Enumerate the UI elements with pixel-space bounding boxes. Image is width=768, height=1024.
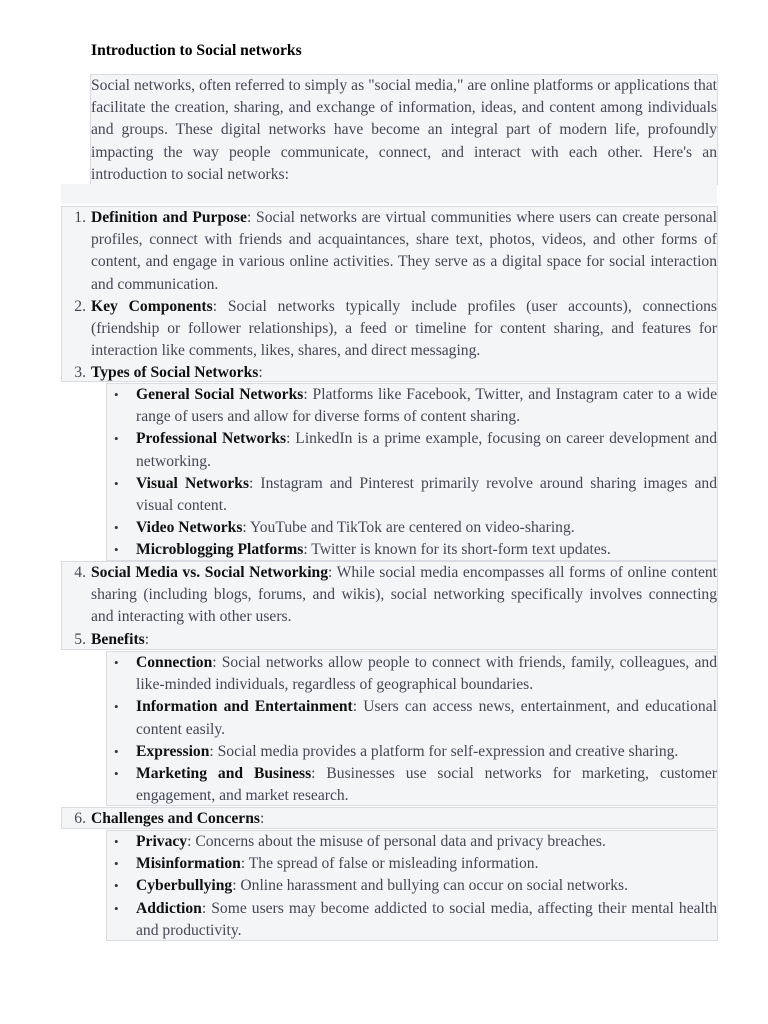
- item-text: : Concerns about the misuse of personal data and privacy breaches.: [187, 833, 606, 850]
- item-term: Cyberbullying: [136, 877, 233, 895]
- list-number: 1.: [74, 209, 86, 226]
- item-text: : YouTube and TikTok are centered on video-sharing.: [242, 519, 575, 537]
- item-term: Addiction: [136, 899, 202, 917]
- item-text: : Social media provides a platform for self-expression and creative sharing.: [209, 742, 679, 760]
- item-text: : Platforms like Facebook, Twitter, and Instagram cater to a wide range of users and allow for diverse forms of content sharing.: [136, 386, 717, 426]
- item-term: Key Components: [91, 297, 213, 315]
- list-item-4: [74, 562, 717, 629]
- list-item: [114, 473, 717, 517]
- item-text: : While social media encompasses all forms of online content sharing (including blogs, forums, and wikis), social networking specifically involves connecting and interacting with other users.: [91, 564, 717, 626]
- item-text: :: [258, 364, 263, 382]
- item-term: Marketing and Business: [136, 765, 312, 783]
- intro-paragraph-box: [90, 74, 718, 185]
- item-text: :: [144, 630, 150, 648]
- bullet-icon: •: [114, 655, 119, 670]
- list-item: [114, 384, 717, 428]
- list-item: [114, 741, 717, 763]
- list-item: [114, 539, 717, 561]
- item-term: Benefits: [91, 630, 145, 648]
- bullet-icon: •: [114, 878, 119, 894]
- bullet-icon: •: [114, 520, 119, 536]
- list-number: 6.: [74, 810, 86, 827]
- item-text: : Some users may become addicted to social media, affecting their mental health and productivity.: [136, 899, 717, 939]
- item-text: : LinkedIn is a prime example, focusing on career development and networking.: [136, 430, 717, 470]
- bullet-icon: •: [114, 387, 119, 402]
- ordered-list-block-1: [61, 206, 718, 382]
- list-item: [114, 763, 717, 807]
- item-term: Information and Entertainment: [136, 698, 353, 716]
- bullet-icon: •: [114, 766, 119, 782]
- item-text: : Social networks are virtual communities where users can create personal profiles, connect with friends and acquaintances, share text, photos, videos, and other forms of content, and engage in various online activities. They serve as a digital space for social interaction and communication.: [91, 209, 718, 293]
- bullet-icon: •: [114, 431, 119, 447]
- item-text: : Businesses use social networks for marketing, customer engagement, and market research.: [136, 765, 717, 805]
- item-term: Video Networks: [136, 519, 243, 537]
- document-title: Introduction to Social networks: [91, 42, 302, 59]
- ordered-list-block-3: [61, 807, 718, 829]
- item-text: : Social networks typically include profiles (user accounts), connections (friendship or follower relationships), a feed or timeline for content sharing, and features for interaction like comments, likes, shares, and direct messaging.: [91, 297, 717, 360]
- item-text: : The spread of false or misleading information.: [240, 855, 539, 873]
- item-term: Visual Networks: [136, 474, 250, 492]
- list-item: [114, 517, 717, 539]
- bullet-icon: •: [114, 834, 119, 849]
- list-number: 4.: [74, 564, 86, 581]
- item-text: : Social networks allow people to connect with friends, family, colleagues, and like-minded individuals, regardless of geographical boundaries.: [136, 654, 717, 694]
- bullet-icon: •: [114, 699, 119, 715]
- list-item: [114, 428, 717, 472]
- types-sublist: [106, 383, 718, 561]
- item-text: : Online harassment and bullying can occur on social networks.: [232, 877, 628, 895]
- item-term: Misinformation: [136, 855, 241, 873]
- challenges-sublist: [106, 830, 718, 941]
- spacer-band: [61, 184, 717, 204]
- bullet-icon: •: [114, 900, 119, 916]
- intro-paragraph: Social networks, often referred to simply as "social media," are online platforms or applications that facilitate the creation, sharing, and exchange of information, ideas, and content among individuals and groups. These digital networks have become an integral part of modern life, profoundly impacting the way people communicate, connect, and interact with each other. Here's an introduction to social networks:: [91, 77, 717, 183]
- benefits-sublist: [106, 651, 718, 806]
- list-item: [114, 831, 717, 853]
- list-item-3: [74, 362, 717, 384]
- item-term: Expression: [136, 742, 210, 760]
- item-text: : Users can access news, entertainment, and educational content easily.: [136, 698, 717, 738]
- item-term: Definition and Purpose: [91, 209, 247, 226]
- list-item-1: [74, 207, 718, 296]
- list-number: 3.: [74, 364, 86, 382]
- ordered-list-block-2: [61, 561, 718, 650]
- item-text: :: [259, 810, 265, 827]
- item-term: Professional Networks: [136, 430, 287, 448]
- list-item-6: [74, 808, 717, 830]
- list-item: [114, 652, 717, 696]
- list-item: [114, 875, 717, 897]
- list-item: [114, 696, 717, 740]
- item-text: : Twitter is known for its short-form text updates.: [303, 541, 611, 559]
- list-number: 2.: [74, 297, 86, 315]
- item-term: General Social Networks: [136, 386, 304, 403]
- item-term: Microblogging Platforms: [136, 541, 304, 559]
- list-number: 5.: [74, 630, 86, 648]
- list-item: [114, 898, 717, 942]
- item-term: Challenges and Concerns: [91, 810, 260, 827]
- item-term: Social Media vs. Social Networking: [91, 564, 329, 581]
- item-text: : Instagram and Pinterest primarily revolve around sharing images and visual content.: [136, 474, 717, 515]
- bullet-icon: •: [114, 856, 119, 872]
- list-item: [114, 853, 717, 875]
- item-term: Privacy: [136, 833, 188, 850]
- item-term: Types of Social Networks: [91, 364, 259, 382]
- list-item-2: [74, 296, 717, 363]
- list-item-5: [74, 629, 717, 651]
- item-term: Connection: [136, 654, 213, 671]
- bullet-icon: •: [114, 542, 119, 558]
- bullet-icon: •: [114, 743, 119, 759]
- bullet-icon: •: [114, 475, 119, 491]
